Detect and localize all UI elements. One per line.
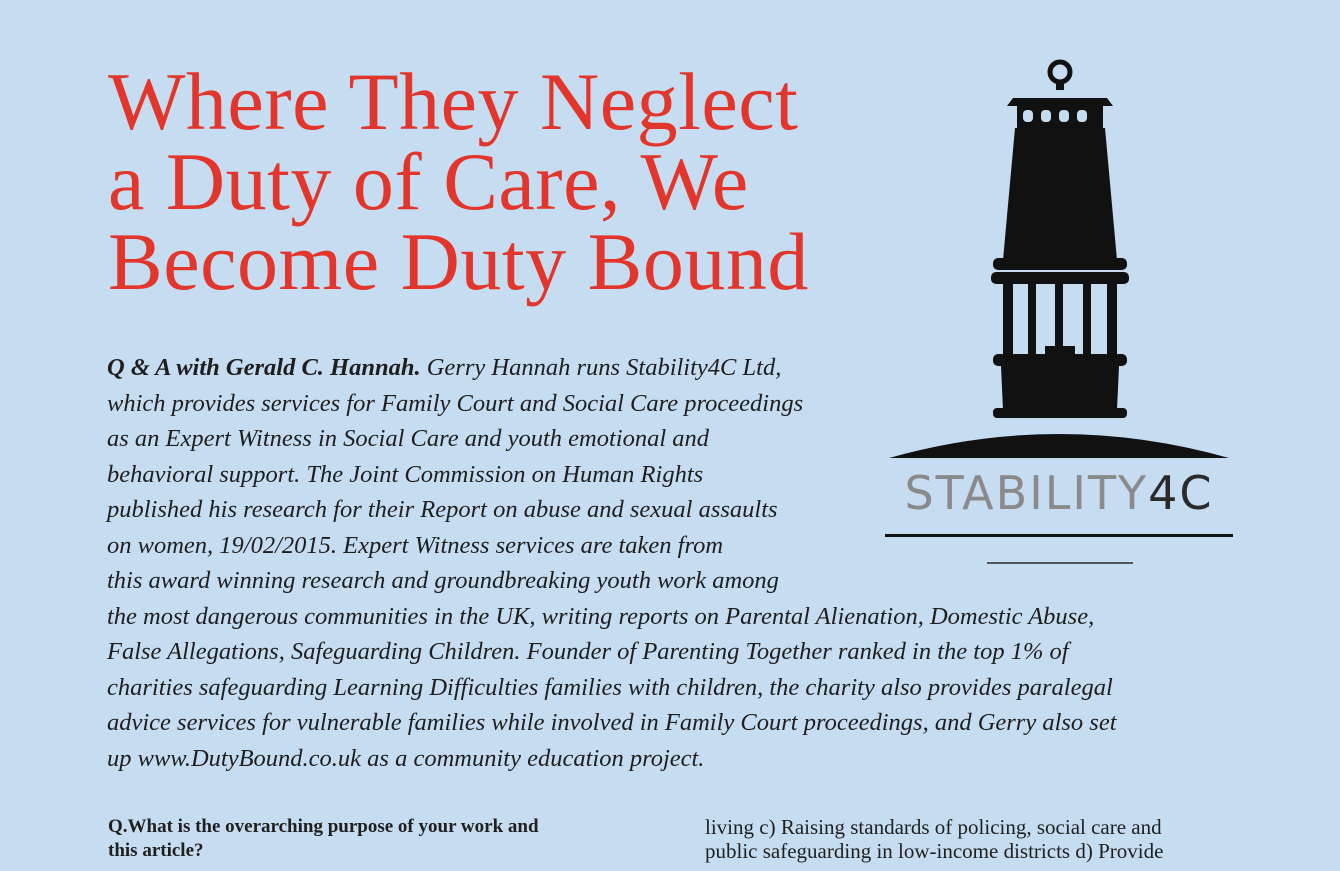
intro-paragraph [107,350,1217,776]
intro-line: published his research for their Report on abuse and sexual assaults [107,496,778,523]
right-column-line-1: living c) Raising standards of policing, social care and [705,815,1162,839]
intro-line: False Allegations, Safeguarding Children. Founder of Parenting Together ranked in the top 1% of [107,638,1069,665]
logo-wordmark-main: STABILITY [904,466,1149,520]
intro-line: this award winning research and groundbreaking youth work among [107,567,779,594]
headline-line-2: a Duty of Care, We [108,136,749,227]
intro-line: up www.DutyBound.co.uk as a community education project. [107,744,705,772]
right-column-text [705,815,1225,863]
right-column-line-2: public safeguarding in low-income districts d) Provide [705,839,1164,863]
intro-line: the most dangerous communities in the UK, writing reports on Parental Alienation, Domestic Abuse, [107,602,1095,630]
intro-line-1-rest: Gerry Hannah runs Stability4C Ltd, [420,354,782,381]
article-headline [108,56,928,307]
headline-line-3: Become Duty Bound [108,216,809,307]
question-line-2: this article? [108,840,204,861]
question-line-1: Q.What is the overarching purpose of your work and [108,816,539,837]
intro-line: which provides services for Family Court and Social Care proceedings [107,389,804,417]
intro-line: on women, 19/02/2015. Expert Witness services are taken from [107,531,724,559]
intro-line-1 [107,350,1217,386]
intro-line: charities safeguarding Learning Difficulties families with children, the charity also provides paralegal [107,673,1113,701]
question-heading [108,815,648,863]
intro-line: behavioral support. The Joint Commission on Human Rights [107,460,704,488]
intro-lead: Q & A with Gerald C. Hannah. [107,354,421,381]
logo-wordmark-number: 4C [1148,466,1214,520]
intro-line: as an Expert Witness in Social Care and youth emotional and [107,425,710,452]
headline-line-1: Where They Neglect [108,56,799,147]
intro-line: advice services for vulnerable families while involved in Family Court proceedings, and Gerry also set [107,709,1117,736]
